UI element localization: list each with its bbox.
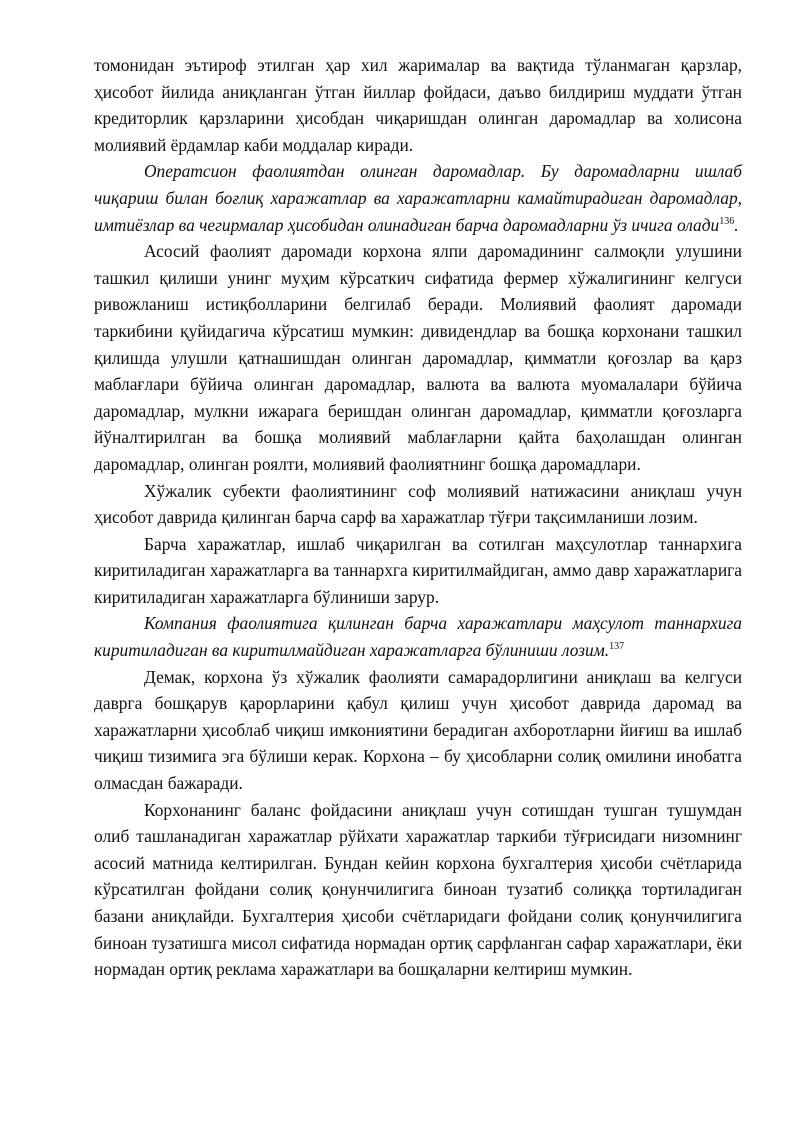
paragraph-expense-classification bbox=[94, 531, 742, 611]
paragraph-text: Хўжалик субекти фаолиятининг соф молиявий натижасини аниқлаш учун ҳисобот даврида қилинган барча сарф ва харажатлар тўғри тақсимланиши лозим. bbox=[94, 480, 742, 528]
paragraph-main-activity-income bbox=[94, 238, 742, 477]
footnote-ref-136[interactable]: 136 bbox=[719, 215, 735, 227]
paragraph-balance-profit bbox=[94, 797, 742, 983]
paragraph-text: Компания фаолиятига қилинган барча харажатлари маҳсулот таннархига киритиладиган ва киритилмайдиган харажатларга бўлиниши лозим. bbox=[94, 613, 742, 661]
paragraph-text: Барча харажатлар, ишлаб чиқарилган ва сотилган маҳсулотлар таннархига киритиладиган харажатларга ва таннархга киритилмайдиган, аммо давр харажатларига киритиладиган харажатларга бўлиниши зарур. bbox=[94, 533, 742, 607]
paragraph-text: Демак, корхона ўз хўжалик фаолияти самарадорлигини аниқлаш ва келгуси даврга бошқарув қарорларини қабул қилиш учун ҳисобот даврида даромад ва харажатларни ҳисоблаб чиқиш имкониятини берадиган ахборотларни йиғиш ва ишлаб чиқиш тизимига эга бўлиши керак. Корхона – бу ҳисобларни солиқ омилини инобатга олмасдан бажаради. bbox=[94, 666, 742, 794]
paragraph-tail: . bbox=[734, 214, 739, 235]
paragraph-net-result bbox=[94, 478, 742, 531]
paragraph-operating-income-definition bbox=[94, 158, 742, 238]
footnote-ref-137[interactable]: 137 bbox=[609, 641, 625, 653]
paragraph-text: томонидан эътироф этилган ҳар хил жарималар ва вақтида тўланмаган қарзлар, ҳисобот йилида аниқланган ўтган йиллар фойдаси, даъво билдириш муддати ўтган кредиторлик қарзларини ҳисобдан чиқаришдан олинган даромадлар ва холисона молиявий ёрдамлар каби моддалар киради. bbox=[94, 55, 742, 155]
paragraph-information-system bbox=[94, 664, 742, 797]
paragraph-company-expenses-quote bbox=[94, 610, 742, 663]
paragraph-text: Корхонанинг баланс фойдасини аниқлаш учун сотишдан тушган тушумдан олиб ташланадиган харажатлар рўйхати харажатлар таркиби тўғрисидаги низомнинг асосий матнида келтирилган. Бундан кейин корхона бухгалтерия ҳисоби счётларида кўрсатилган фойдани солиқ қонунчилигига биноан тузатиб солиққа тортиладиган базани аниқлайди. Бухгалтерия ҳисоби счётларидаги фойдани солиқ қонунчилигига биноан тузатишга мисол сифатида нормадан ортиқ сарфланган сафар харажатлари, ёки нормадан ортиқ реклама харажатлари ва бошқаларни келтириш мумкин. bbox=[94, 799, 742, 980]
paragraph-text: Асосий фаолият даромади корхона ялпи даромадининг салмоқли улушини ташкил қилиши унинг муҳим кўрсаткич сифатида фермер хўжалигининг келгуси ривожланиш истиқболларини белгилаб беради. Молиявий фаолият даромади таркибини қуйидагича кўрсатиш мумкин: дивидендлар ва бошқа корхонани ташкил қилишда улушли қатнашишдан олинган даромадлар, қимматли қоғозлар ва қарз маблағлари бўйича олинган даромадлар, валюта ва валюта муомалалари бўйича даромадлар, мулкни ижарага беришдан олинган даромадлар, қимматли қоғозларга йўналтирилган ва бошқа молиявий маблағларни қайта баҳолашдан олинган даромадлар, олинган роялти, молиявий фаолиятнинг бошқа даромадлари. bbox=[94, 241, 742, 474]
paragraph-continuation bbox=[94, 52, 742, 158]
paragraph-text: Оператсион фаолиятдан олинган даромадлар. Бу даромадларни ишлаб чиқариш билан боғлиқ харажатлар ва харажатларни камайтирадиган даромадлар, имтиёзлар ва чегирмалар ҳисобидан олинадиган барча даромадларни ўз ичига олади bbox=[94, 161, 742, 235]
document-page bbox=[94, 52, 742, 983]
